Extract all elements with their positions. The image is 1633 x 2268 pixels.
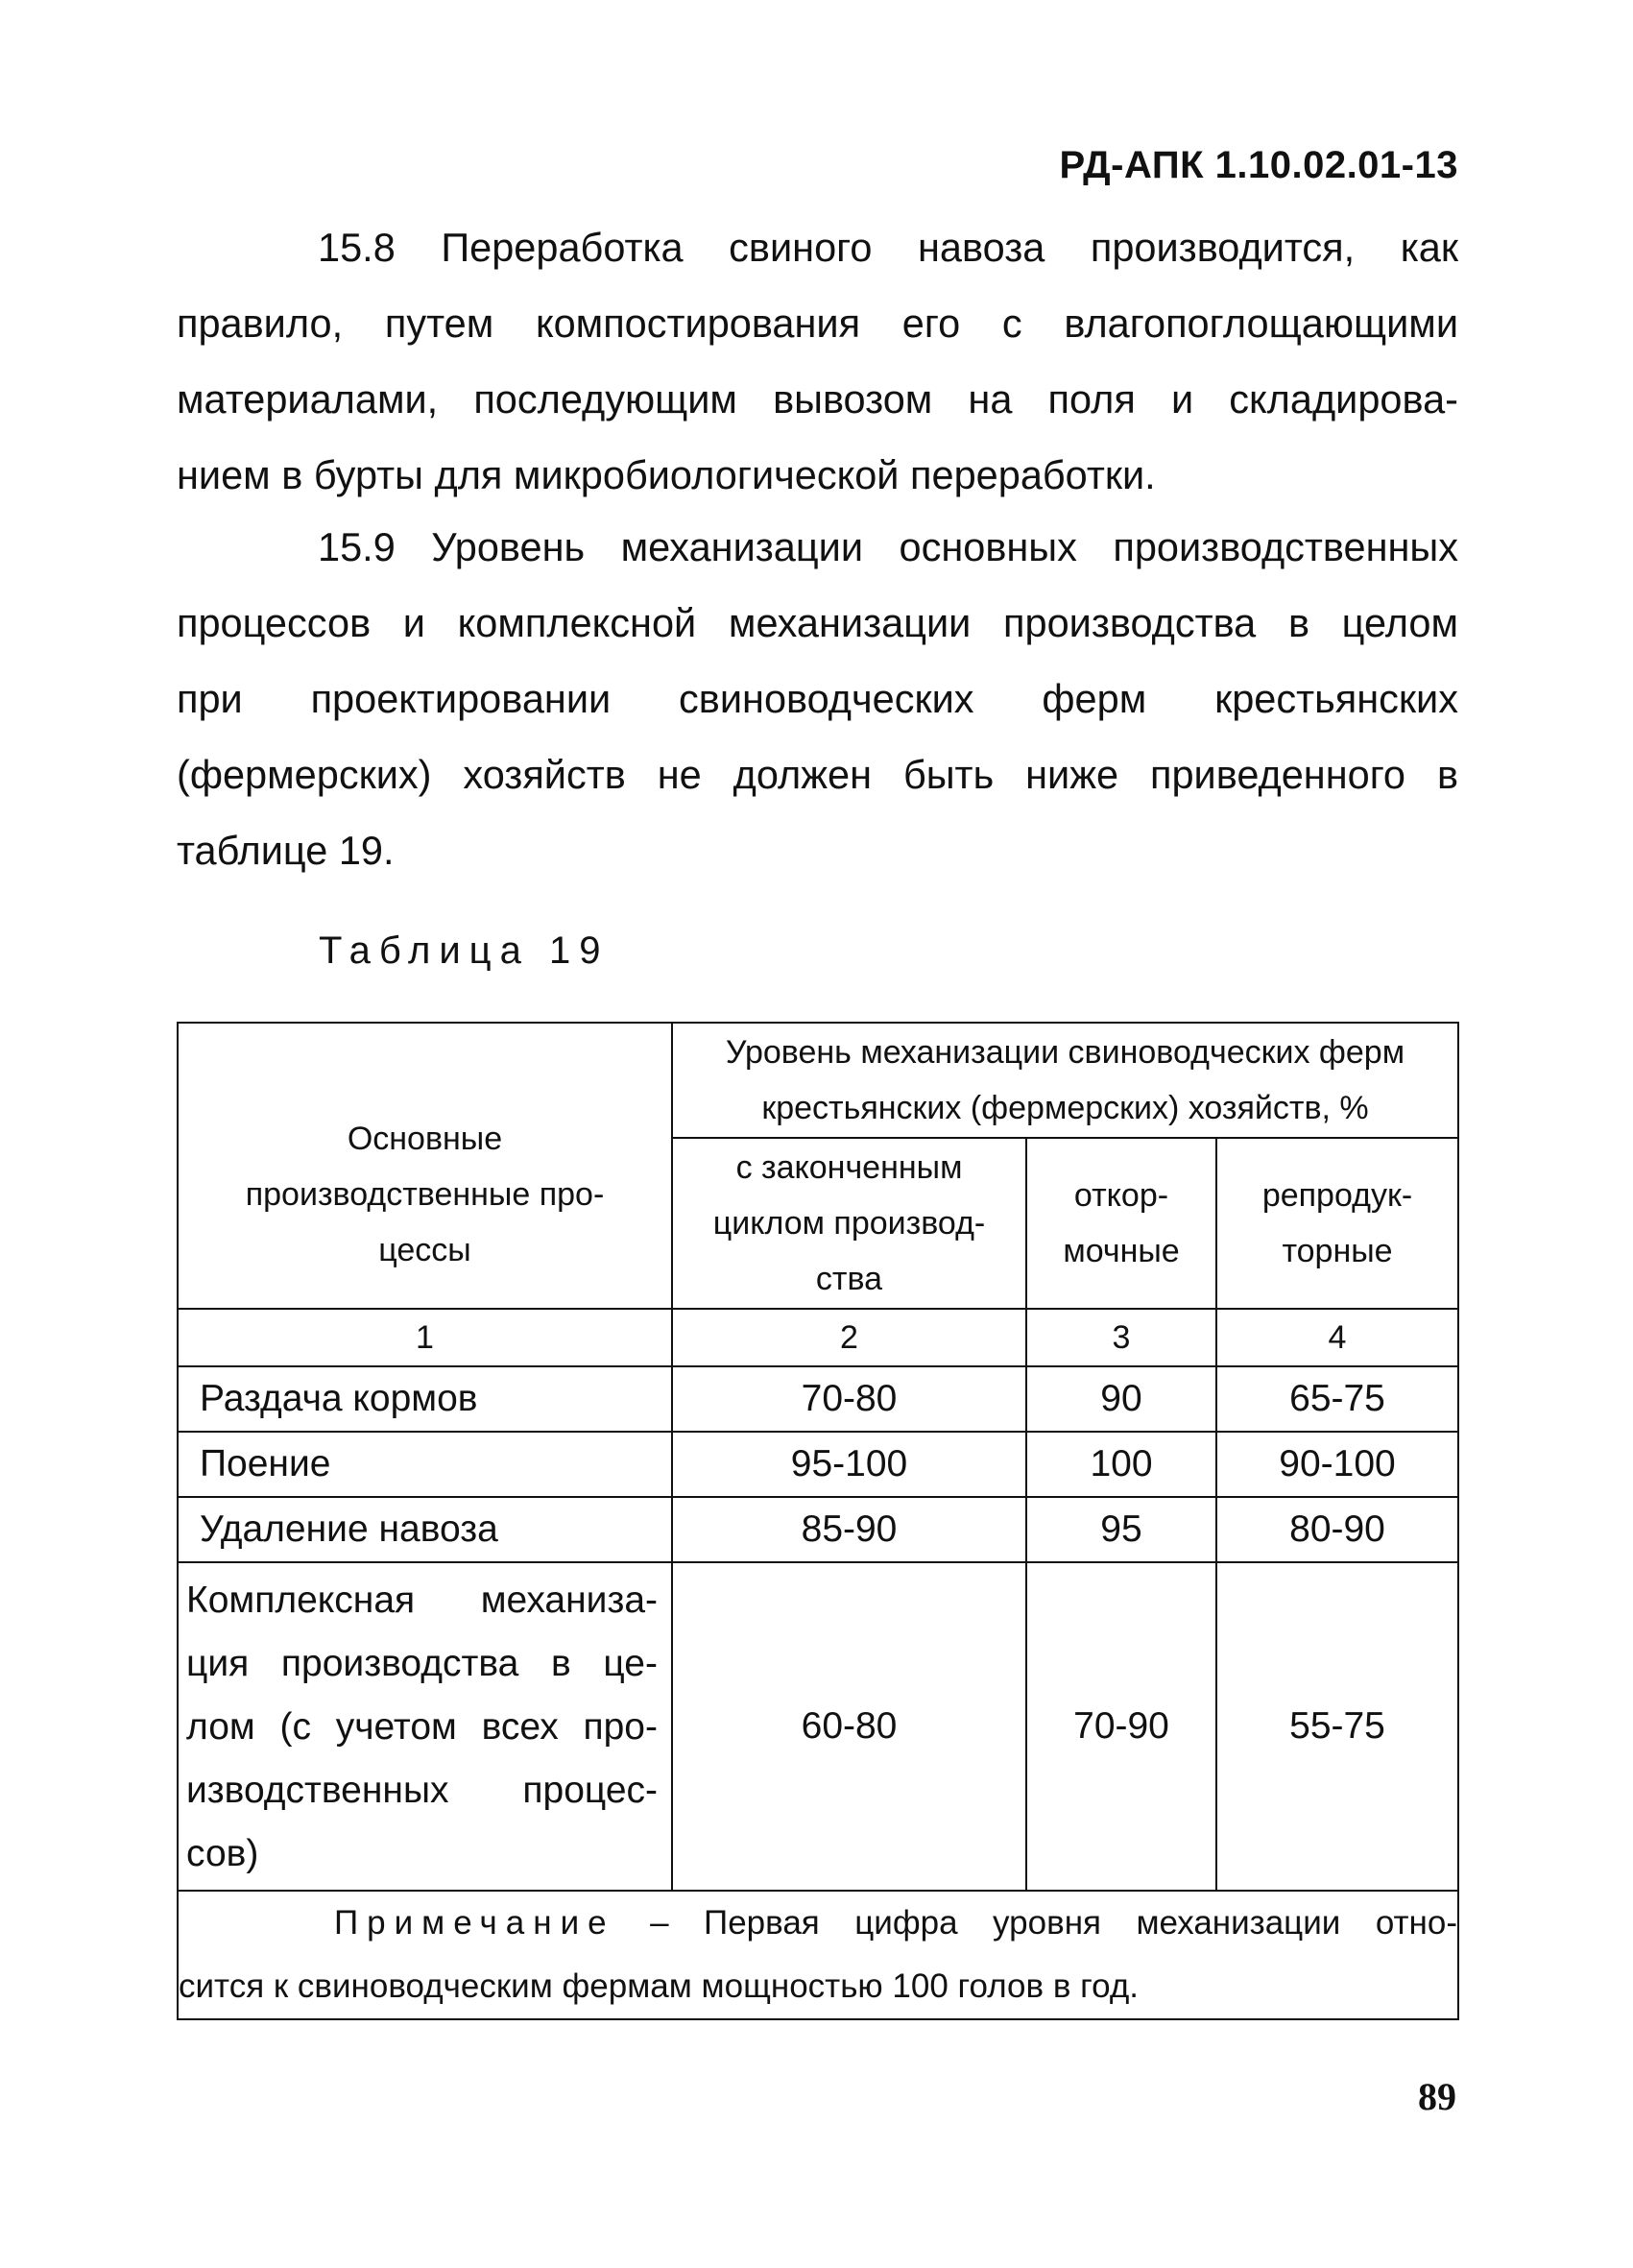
header-line: мочные xyxy=(1063,1233,1180,1269)
paragraph-line: 15.8 Переработка свиного навоза производится, как xyxy=(318,225,1458,270)
paragraph-line: правило, путем компостирования его с влагопоглощающими xyxy=(177,301,1458,346)
fattening-value: 70-90 xyxy=(1026,1562,1216,1891)
process-name-complex xyxy=(178,1562,672,1891)
table-row xyxy=(178,1432,1458,1497)
header-full-cycle xyxy=(672,1138,1026,1309)
header-line: Уровень механизации свиноводческих ферм xyxy=(725,1034,1405,1071)
column-number: 4 xyxy=(1216,1309,1458,1366)
header-fattening xyxy=(1026,1138,1216,1309)
cell-line: Комплексная механиза- xyxy=(186,1580,658,1621)
column-number-row xyxy=(178,1309,1458,1366)
breeding-value: 80-90 xyxy=(1216,1497,1458,1562)
header-mechanization-level xyxy=(672,1023,1458,1138)
document-code: РД-АПК 1.10.02.01-13 xyxy=(1059,144,1458,186)
page-number: 89 xyxy=(1418,2075,1456,2118)
table-row xyxy=(178,1366,1458,1432)
cell-line: сов) xyxy=(186,1833,259,1874)
breeding-value: 65-75 xyxy=(1216,1366,1458,1432)
cell-line: ция производства в це- xyxy=(186,1643,658,1684)
cell-line: лом (с учетом всех про- xyxy=(186,1706,658,1748)
paragraph-line: 15.9 Уровень механизации основных производственных xyxy=(318,524,1458,569)
cell-line: изводственных процес- xyxy=(186,1770,658,1811)
breeding-value: 55-75 xyxy=(1216,1562,1458,1891)
full-cycle-value: 70-80 xyxy=(672,1366,1026,1432)
full-cycle-value: 60-80 xyxy=(672,1562,1026,1891)
note-text: – Первая цифра уровня механизации отно- xyxy=(614,1904,1458,1942)
header-line: циклом производ- xyxy=(712,1205,986,1242)
header-line: откор- xyxy=(1073,1177,1169,1214)
column-number: 3 xyxy=(1026,1309,1216,1366)
mechanization-table xyxy=(177,1022,1459,2020)
paragraph-line: (фермерских) хозяйств не должен быть ниже приведенного в xyxy=(177,752,1458,797)
process-name: Раздача кормов xyxy=(178,1366,672,1432)
table-note xyxy=(178,1891,1458,2019)
fattening-value: 90 xyxy=(1026,1366,1216,1432)
process-name: Удаление навоза xyxy=(178,1497,672,1562)
note-line: сится к свиноводческим фермам мощностью 100 голов в год. xyxy=(179,1967,1139,2005)
header-line: торные xyxy=(1282,1233,1393,1269)
paragraph-line: при проектировании свиноводческих ферм крестьянских xyxy=(177,676,1458,721)
fattening-value: 100 xyxy=(1026,1432,1216,1497)
header-line: репродук- xyxy=(1261,1177,1413,1214)
full-cycle-value: 85-90 xyxy=(672,1497,1026,1562)
paragraph-15-9 xyxy=(177,509,1458,888)
header-line: крестьянских (фермерских) хозяйств, % xyxy=(761,1090,1369,1126)
header-line: Основные xyxy=(347,1121,503,1157)
table-row-complex xyxy=(178,1562,1458,1891)
paragraph-line: таблице 19. xyxy=(177,828,395,873)
column-number: 2 xyxy=(672,1309,1026,1366)
paragraph-line: материалами, последующим вывозом на поля и складирова- xyxy=(177,376,1458,422)
header-line: с законченным xyxy=(735,1149,963,1186)
column-number: 1 xyxy=(178,1309,672,1366)
note-line xyxy=(179,1892,1457,1955)
header-breeding xyxy=(1216,1138,1458,1309)
header-processes xyxy=(178,1023,672,1309)
table-caption: Таблица 19 xyxy=(319,929,610,972)
fattening-value: 95 xyxy=(1026,1497,1216,1562)
header-line: производственные про- xyxy=(245,1176,605,1213)
breeding-value: 90-100 xyxy=(1216,1432,1458,1497)
note-label: Примечание xyxy=(334,1904,615,1942)
paragraph-line: нием в бурты для микробиологической переработки. xyxy=(177,452,1156,497)
table-note-row xyxy=(178,1891,1458,2019)
header-line: цессы xyxy=(378,1232,471,1268)
table-row xyxy=(178,1497,1458,1562)
paragraph-15-8 xyxy=(177,209,1458,513)
paragraph-line: процессов и комплексной механизации производства в целом xyxy=(177,600,1458,645)
header-line: ства xyxy=(815,1261,883,1297)
process-name: Поение xyxy=(178,1432,672,1497)
full-cycle-value: 95-100 xyxy=(672,1432,1026,1497)
